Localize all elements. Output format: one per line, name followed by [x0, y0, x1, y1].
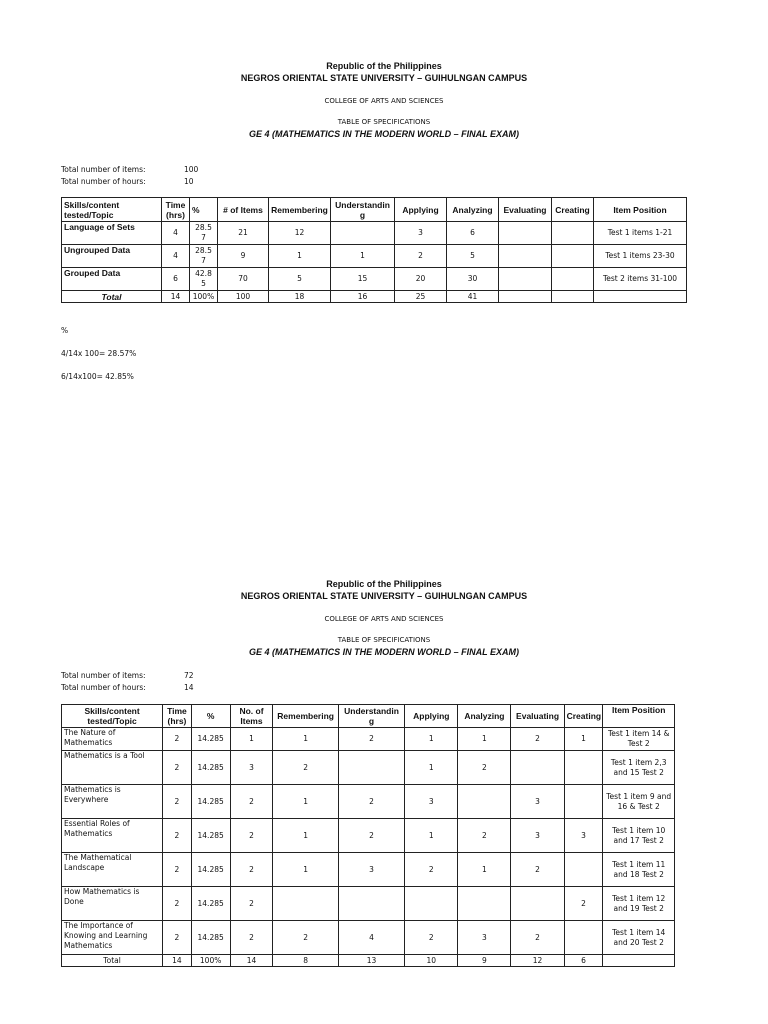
cell: 12 — [511, 955, 564, 967]
table-row — [62, 751, 675, 785]
cell: 20 — [395, 268, 447, 291]
cell: 2 — [405, 921, 458, 955]
cell-topic: Ungrouped Data — [62, 245, 162, 268]
cell: 2 — [163, 728, 192, 751]
total-items-value: 72 — [184, 671, 194, 680]
cell: 5 — [447, 245, 499, 268]
col-header-time: Time (hrs) — [162, 198, 190, 222]
cell: 2 — [163, 785, 192, 819]
table-row — [62, 921, 675, 955]
cell — [552, 245, 594, 268]
cell: 2 — [163, 853, 192, 887]
cell: 14.285 — [191, 819, 230, 853]
cell: 42.8 5 — [190, 268, 218, 291]
col-header-analyzing: Analyzing — [447, 198, 499, 222]
cell — [405, 887, 458, 921]
cell-item-position: Test 1 item 2,3 and 15 Test 2 — [603, 751, 675, 785]
col-header-item-position: Item Position — [594, 198, 687, 222]
col-header-percent: % — [190, 198, 218, 222]
cell: 2 — [511, 921, 564, 955]
cell: 2 — [458, 751, 511, 785]
cell-item-position: Test 1 item 14 and 20 Test 2 — [603, 921, 675, 955]
cell: 1 — [273, 853, 338, 887]
cell: 1 — [458, 853, 511, 887]
cell: 14.285 — [191, 921, 230, 955]
note-computation-2: 6/14x100= 42.85% — [61, 372, 134, 381]
cell: 6 — [564, 955, 603, 967]
cell: 14 — [230, 955, 273, 967]
totals-block — [61, 670, 194, 694]
note-computation-1: 4/14x 100= 28.57% — [61, 349, 137, 358]
cell: 13 — [338, 955, 404, 967]
cell-item-position: Test 2 items 31-100 — [594, 268, 687, 291]
cell: 2 — [458, 819, 511, 853]
cell — [458, 887, 511, 921]
cell-total-label: Total — [62, 291, 162, 303]
specification-table-1 — [61, 197, 687, 303]
col-header-analyzing: Analyzing — [458, 705, 511, 728]
col-header-creating: Creating — [552, 198, 594, 222]
cell: 3 — [338, 853, 404, 887]
cell: 14.285 — [191, 887, 230, 921]
header-college: COLLEGE OF ARTS AND SCIENCES — [324, 97, 444, 105]
cell: 3 — [405, 785, 458, 819]
cell: 1 — [405, 751, 458, 785]
cell: 14.285 — [191, 853, 230, 887]
cell: 41 — [447, 291, 499, 303]
cell — [338, 887, 404, 921]
cell: 4 — [338, 921, 404, 955]
cell: 2 — [230, 853, 273, 887]
col-header-time: Time (hrs) — [163, 705, 192, 728]
col-header-items: No. of Items — [230, 705, 273, 728]
cell — [552, 291, 594, 303]
col-header-percent: % — [191, 705, 230, 728]
cell: 2 — [163, 887, 192, 921]
col-header-creating: Creating — [564, 705, 603, 728]
cell: 100 — [218, 291, 269, 303]
cell: 1 — [564, 728, 603, 751]
col-header-topic: Skills/content tested/Topic — [62, 198, 162, 222]
cell: 1 — [273, 728, 338, 751]
cell: 2 — [405, 853, 458, 887]
col-header-items: # of Items — [218, 198, 269, 222]
table-row — [62, 268, 687, 291]
cell: 3 — [564, 819, 603, 853]
cell: 2 — [163, 751, 192, 785]
cell: 2 — [338, 785, 404, 819]
col-header-evaluating: Evaluating — [499, 198, 552, 222]
total-hours-value: 10 — [184, 177, 194, 186]
note-percent: % — [61, 326, 69, 335]
col-header-applying: Applying — [405, 705, 458, 728]
cell: 1 — [331, 245, 395, 268]
cell: 1 — [458, 728, 511, 751]
header-course: GE 4 (MATHEMATICS IN THE MODERN WORLD – FINAL EXAM) — [249, 647, 519, 657]
cell: 2 — [163, 921, 192, 955]
cell: 16 — [331, 291, 395, 303]
cell: 70 — [218, 268, 269, 291]
header-course: GE 4 (MATHEMATICS IN THE MODERN WORLD – FINAL EXAM) — [249, 129, 519, 139]
cell: 3 — [511, 785, 564, 819]
cell: 2 — [511, 728, 564, 751]
cell: 2 — [230, 887, 273, 921]
cell: 2 — [511, 853, 564, 887]
document-header — [0, 578, 768, 658]
cell: 30 — [447, 268, 499, 291]
header-tos: TABLE OF SPECIFICATIONS — [337, 118, 431, 126]
cell: 1 — [269, 245, 331, 268]
cell: 1 — [273, 819, 338, 853]
cell: 6 — [162, 268, 190, 291]
cell: 14.285 — [191, 728, 230, 751]
cell: 25 — [395, 291, 447, 303]
cell-item-position: Test 1 item 12 and 19 Test 2 — [603, 887, 675, 921]
col-header-understanding: Understandin g — [331, 198, 395, 222]
cell: 28.5 7 — [190, 245, 218, 268]
cell: 21 — [218, 222, 269, 245]
table-row — [62, 245, 687, 268]
col-header-applying: Applying — [395, 198, 447, 222]
cell-topic: Essential Roles of Mathematics — [62, 819, 163, 853]
total-items-value: 100 — [184, 165, 199, 174]
cell: 1 — [273, 785, 338, 819]
cell: 2 — [338, 728, 404, 751]
document-header — [0, 60, 768, 140]
cell: 15 — [331, 268, 395, 291]
col-header-remembering: Remembering — [273, 705, 338, 728]
cell: 2 — [395, 245, 447, 268]
table-row — [62, 819, 675, 853]
cell: 2 — [230, 785, 273, 819]
cell — [603, 955, 675, 967]
cell — [511, 751, 564, 785]
cell — [564, 853, 603, 887]
cell — [499, 268, 552, 291]
cell — [458, 785, 511, 819]
cell-topic: The Importance of Knowing and Learning Mathematics — [62, 921, 163, 955]
header-tos: TABLE OF SPECIFICATIONS — [337, 636, 431, 644]
cell — [338, 751, 404, 785]
cell: 14 — [162, 291, 190, 303]
cell-item-position: Test 1 item 14 & Test 2 — [603, 728, 675, 751]
cell: 14.285 — [191, 751, 230, 785]
cell: 2 — [338, 819, 404, 853]
cell — [511, 887, 564, 921]
cell — [564, 751, 603, 785]
totals-block — [61, 164, 199, 188]
cell: 3 — [395, 222, 447, 245]
col-header-understanding: Understandin g — [338, 705, 404, 728]
cell: 4 — [162, 222, 190, 245]
cell — [594, 291, 687, 303]
cell-topic: How Mathematics is Done — [62, 887, 163, 921]
total-items-label: Total number of items: — [61, 165, 146, 174]
cell: 28.5 7 — [190, 222, 218, 245]
cell: 3 — [230, 751, 273, 785]
cell — [564, 785, 603, 819]
cell — [499, 245, 552, 268]
header-republic: Republic of the Philippines — [326, 61, 442, 71]
cell-total-label: Total — [62, 955, 163, 967]
cell-item-position: Test 1 item 10 and 17 Test 2 — [603, 819, 675, 853]
cell: 10 — [405, 955, 458, 967]
cell: 100% — [191, 955, 230, 967]
cell: 3 — [458, 921, 511, 955]
cell: 12 — [269, 222, 331, 245]
cell-item-position: Test 1 items 1-21 — [594, 222, 687, 245]
cell: 2 — [564, 887, 603, 921]
total-row — [62, 955, 675, 967]
cell: 8 — [273, 955, 338, 967]
cell: 5 — [269, 268, 331, 291]
cell-topic: The Mathematical Landscape — [62, 853, 163, 887]
specification-table-2 — [61, 704, 675, 967]
col-header-evaluating: Evaluating — [511, 705, 564, 728]
cell-topic: The Nature of Mathematics — [62, 728, 163, 751]
cell: 2 — [230, 819, 273, 853]
cell-item-position: Test 1 item 9 and 16 & Test 2 — [603, 785, 675, 819]
cell: 1 — [405, 728, 458, 751]
cell-topic: Grouped Data — [62, 268, 162, 291]
cell: 14.285 — [191, 785, 230, 819]
header-university: NEGROS ORIENTAL STATE UNIVERSITY – GUIHULNGAN CAMPUS — [240, 591, 528, 601]
cell: 1 — [405, 819, 458, 853]
total-row — [62, 291, 687, 303]
cell: 2 — [230, 921, 273, 955]
cell — [552, 222, 594, 245]
cell: 2 — [273, 751, 338, 785]
cell-topic: Language of Sets — [62, 222, 162, 245]
cell: 9 — [458, 955, 511, 967]
cell: 14 — [163, 955, 192, 967]
cell — [273, 887, 338, 921]
col-header-item-position: Item Position — [603, 705, 675, 728]
total-hours-label: Total number of hours: — [61, 177, 146, 186]
header-republic: Republic of the Philippines — [326, 579, 442, 589]
cell: 6 — [447, 222, 499, 245]
col-header-topic: Skills/content tested/Topic — [62, 705, 163, 728]
cell: 3 — [511, 819, 564, 853]
cell-topic: Mathematics is a Tool — [62, 751, 163, 785]
col-header-remembering: Remembering — [269, 198, 331, 222]
cell: 100% — [190, 291, 218, 303]
table-row — [62, 222, 687, 245]
cell: 9 — [218, 245, 269, 268]
cell-item-position: Test 1 items 23-30 — [594, 245, 687, 268]
cell-topic: Mathematics is Everywhere — [62, 785, 163, 819]
header-university: NEGROS ORIENTAL STATE UNIVERSITY – GUIHULNGAN CAMPUS — [240, 73, 528, 83]
table-row — [62, 853, 675, 887]
total-hours-label: Total number of hours: — [61, 683, 146, 692]
table-row — [62, 728, 675, 751]
cell — [499, 222, 552, 245]
header-college: COLLEGE OF ARTS AND SCIENCES — [324, 615, 444, 623]
table-row — [62, 785, 675, 819]
cell-item-position: Test 1 item 11 and 18 Test 2 — [603, 853, 675, 887]
cell — [499, 291, 552, 303]
cell: 4 — [162, 245, 190, 268]
cell: 2 — [273, 921, 338, 955]
cell — [552, 268, 594, 291]
cell — [331, 222, 395, 245]
cell: 18 — [269, 291, 331, 303]
cell — [564, 921, 603, 955]
total-hours-value: 14 — [184, 683, 194, 692]
table-row — [62, 887, 675, 921]
total-items-label: Total number of items: — [61, 671, 146, 680]
cell: 2 — [163, 819, 192, 853]
cell: 1 — [230, 728, 273, 751]
